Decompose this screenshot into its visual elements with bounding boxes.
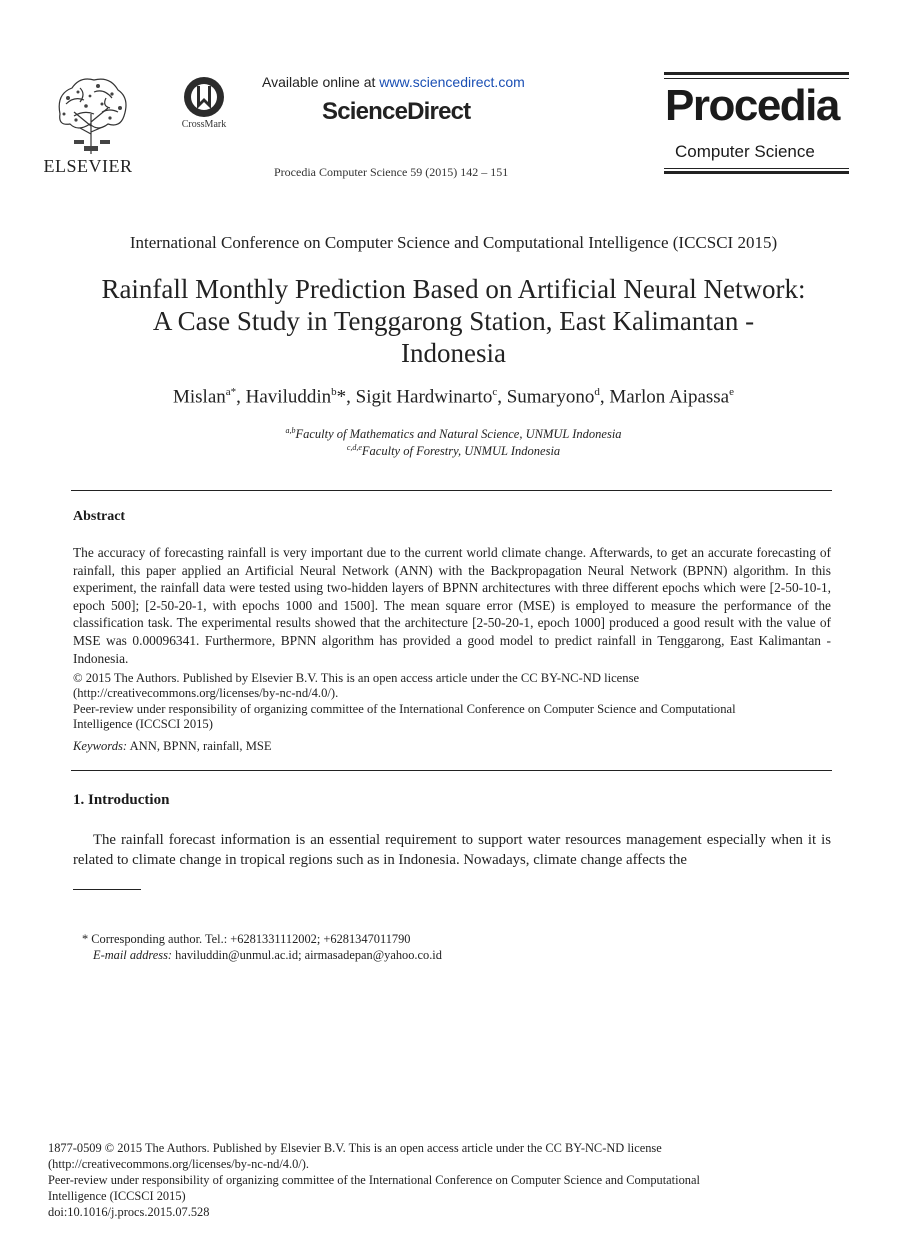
author-separator: , xyxy=(497,386,507,408)
journal-reference: Procedia Computer Science 59 (2015) 142 – 151 xyxy=(274,165,509,179)
copyright-block xyxy=(73,671,831,733)
author-list xyxy=(0,386,907,408)
copyright-line-1: © 2015 The Authors. Published by Elsevier B.V. This is an open access article under the CC BY-NC-ND license xyxy=(73,671,640,685)
crossmark-badge[interactable] xyxy=(176,75,232,135)
corresponding-author: * Corresponding author. Tel.: +6281331112002; +6281347011790 xyxy=(82,932,411,946)
elsevier-tree-icon xyxy=(50,74,132,154)
corresponding-star: * xyxy=(336,386,347,408)
affiliation-1 xyxy=(0,426,907,442)
procedia-wordmark: Procedia xyxy=(665,81,839,130)
email-addresses[interactable]: haviluddin@unmul.ac.id; airmasadepan@yahoo.co.id xyxy=(175,948,442,962)
keywords xyxy=(73,739,831,754)
crossmark-icon xyxy=(176,75,232,121)
footer-line-4: Intelligence (ICCSCI 2015) xyxy=(48,1189,186,1203)
author-name: Haviluddin xyxy=(245,386,332,408)
crossmark-label: CrossMark xyxy=(181,119,227,130)
author-sup: c xyxy=(492,386,498,398)
procedia-top-thin-bar xyxy=(664,78,849,79)
author-separator: , xyxy=(346,386,356,408)
footer-line-3: Peer-review under responsibility of organizing committee of the International Conference on Computer Science and Computational xyxy=(48,1173,700,1187)
sciencedirect-link[interactable]: www.sciencedirect.com xyxy=(379,74,525,90)
affiliation-sup: c,d,e xyxy=(346,443,362,452)
procedia-subtitle: Computer Science xyxy=(675,142,815,161)
elsevier-wordmark: ELSEVIER xyxy=(43,156,133,176)
peer-review-line-1: Peer-review under responsibility of organizing committee of the International Conference on Computer Science and Computational xyxy=(73,701,736,716)
title-line-1: Rainfall Monthly Prediction Based on Artificial Neural Network: xyxy=(101,274,806,304)
author-sup: d xyxy=(594,386,600,398)
affiliation-text: Faculty of Forestry, UNMUL Indonesia xyxy=(361,444,561,459)
paper-title xyxy=(40,273,867,369)
email-line xyxy=(93,948,442,963)
abstract-top-rule xyxy=(71,490,832,491)
affiliation-2 xyxy=(0,443,907,459)
title-line-3: Indonesia xyxy=(401,338,506,368)
footnote-rule xyxy=(73,889,141,890)
author-name: Marlon Aipassa xyxy=(609,386,730,408)
author-sup: a* xyxy=(225,386,237,398)
affiliation-sup: a,b xyxy=(285,426,296,435)
available-prefix: Available online at xyxy=(262,74,376,90)
sciencedirect-wordmark: ScienceDirect xyxy=(322,98,471,125)
author-name: Sigit Hardwinarto xyxy=(355,386,493,408)
footer-doi[interactable]: doi:10.1016/j.procs.2015.07.528 xyxy=(48,1205,210,1219)
intro-heading: 1. Introduction xyxy=(73,792,170,808)
procedia-bottom-thin-bar xyxy=(664,168,849,169)
author-sup: e xyxy=(729,386,735,398)
author-separator: , xyxy=(599,386,610,408)
abstract-heading: Abstract xyxy=(73,509,126,524)
keywords-list: ANN, BPNN, rainfall, MSE xyxy=(129,739,272,753)
procedia-logo xyxy=(664,72,849,174)
email-label: E-mail address: xyxy=(93,948,173,962)
procedia-bottom-bar xyxy=(664,171,849,174)
footer-line-1: 1877-0509 © 2015 The Authors. Published by Elsevier B.V. This is an open access article under the CC BY-NC-ND license xyxy=(48,1141,662,1155)
footer-license-link[interactable]: (http://creativecommons.org/licenses/by-nc-nd/4.0/). xyxy=(48,1157,309,1171)
elsevier-logo xyxy=(28,74,148,178)
footer-block xyxy=(48,1140,700,1220)
keywords-label: Keywords: xyxy=(73,739,128,753)
title-line-2: A Case Study in Tenggarong Station, East Kalimantan - xyxy=(152,306,755,336)
author-name: Mislan xyxy=(172,386,226,408)
available-online xyxy=(262,74,525,90)
conference-name: International Conference on Computer Science and Computational Intelligence (ICCSCI 2015) xyxy=(129,233,778,252)
abstract-bottom-rule xyxy=(71,770,832,771)
author-sup: b xyxy=(331,386,337,398)
procedia-top-bar xyxy=(664,72,849,75)
peer-review-line-2: Intelligence (ICCSCI 2015) xyxy=(73,717,213,732)
author-name: Sumaryono xyxy=(506,386,595,408)
affiliation-text: Faculty of Mathematics and Natural Science, UNMUL Indonesia xyxy=(295,427,622,442)
license-link[interactable]: (http://creativecommons.org/licenses/by-nc-nd/4.0/). xyxy=(73,686,339,701)
intro-text: The rainfall forecast information is an essential requirement to support water resources management especially when it is related to climate change in tropical regions such as in Indonesia. Nowadays, climate change affects the xyxy=(73,832,831,868)
author-separator: , xyxy=(236,386,246,408)
abstract-text: The accuracy of forecasting rainfall is very important due to the current world climate change. Afterwards, to get an accurate forecasting of rainfall, this paper applied an Artificial Neural Network (ANN) with the Backpropagation Neural Network (BPNN) algorithm. In this experiment, the rainfall data were tested using two-hidden layers of BPNN architectures with three different epochs which were [2-50-10-1, epoch 500]; [2-50-20-1, with epochs 1000 and 1500]. The mean square error (MSE) is employed to measure the performance of the classification task. The experimental results showed that the architecture [2-50-20-1, epoch 1000] produced a good result with the value of MSE was 0.00096341. Furthermore, BPNN algorithm has provided a good model to predict rainfall in Tenggarong, East Kalimantan - Indonesia. xyxy=(73,545,831,666)
